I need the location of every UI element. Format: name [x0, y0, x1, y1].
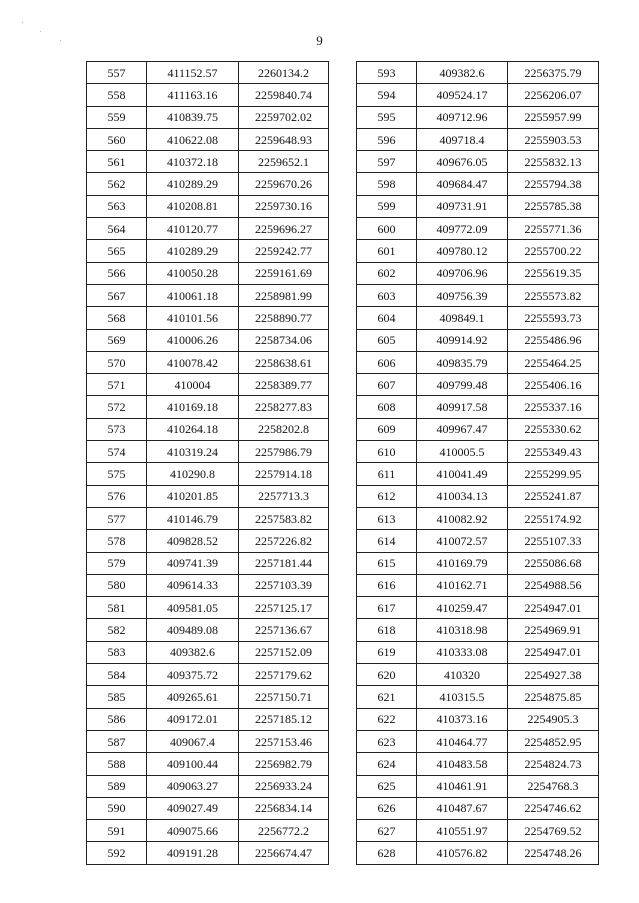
table-row: [357, 195, 599, 217]
y-coordinate-cell: 2254748.26: [508, 842, 599, 864]
y-coordinate-cell: 2255337.16: [508, 396, 599, 418]
y-coordinate-cell: 2258734.06: [239, 329, 329, 351]
scan-speck: [22, 22, 23, 23]
table-row: [87, 307, 329, 329]
y-coordinate-cell: 2257986.79: [239, 441, 329, 463]
point-number-cell: 610: [357, 441, 417, 463]
table-row: [87, 507, 329, 529]
x-coordinate-cell: 409799.48: [417, 374, 508, 396]
table-row: [87, 463, 329, 485]
y-coordinate-cell: 2258202.8: [239, 418, 329, 440]
point-number-cell: 606: [357, 351, 417, 373]
y-coordinate-cell: 2257713.3: [239, 485, 329, 507]
y-coordinate-cell: 2257185.12: [239, 708, 329, 730]
table-row: [87, 842, 329, 864]
point-number-cell: 559: [87, 106, 147, 128]
table-row: [87, 351, 329, 373]
table-row: [357, 820, 599, 842]
table-row: [87, 753, 329, 775]
x-coordinate-cell: 409828.52: [147, 530, 239, 552]
point-number-cell: 620: [357, 664, 417, 686]
table-row: [87, 284, 329, 306]
table-row: [357, 106, 599, 128]
y-coordinate-cell: 2259696.27: [239, 218, 329, 240]
point-number-cell: 598: [357, 173, 417, 195]
x-coordinate-cell: 409489.08: [147, 619, 239, 641]
x-coordinate-cell: 409382.6: [147, 641, 239, 663]
table-row: [87, 84, 329, 106]
x-coordinate-cell: 410005.5: [417, 441, 508, 463]
point-number-cell: 590: [87, 797, 147, 819]
table-row: [357, 418, 599, 440]
point-number-cell: 618: [357, 619, 417, 641]
point-number-cell: 577: [87, 507, 147, 529]
table-row: [357, 530, 599, 552]
x-coordinate-cell: 409676.05: [417, 151, 508, 173]
x-coordinate-cell: 410319.24: [147, 441, 239, 463]
point-number-cell: 592: [87, 842, 147, 864]
point-number-cell: 578: [87, 530, 147, 552]
table-row: [357, 128, 599, 150]
coordinates-table-left: [86, 61, 329, 865]
x-coordinate-cell: 409967.47: [417, 418, 508, 440]
x-coordinate-cell: 409756.39: [417, 284, 508, 306]
table-row: [357, 173, 599, 195]
x-coordinate-cell: 410290.8: [147, 463, 239, 485]
y-coordinate-cell: 2254769.52: [508, 820, 599, 842]
x-coordinate-cell: 411163.16: [147, 84, 239, 106]
table-row: [357, 574, 599, 596]
point-number-cell: 557: [87, 62, 147, 84]
x-coordinate-cell: 410576.82: [417, 842, 508, 864]
y-coordinate-cell: 2259702.02: [239, 106, 329, 128]
y-coordinate-cell: 2256834.14: [239, 797, 329, 819]
point-number-cell: 558: [87, 84, 147, 106]
point-number-cell: 587: [87, 730, 147, 752]
y-coordinate-cell: 2254988.56: [508, 574, 599, 596]
table-row: [357, 374, 599, 396]
table-row: [357, 485, 599, 507]
scan-speck: [60, 40, 61, 41]
x-coordinate-cell: 410264.18: [147, 418, 239, 440]
point-number-cell: 616: [357, 574, 417, 596]
point-number-cell: 573: [87, 418, 147, 440]
x-coordinate-cell: 410372.18: [147, 151, 239, 173]
table-row: [357, 307, 599, 329]
point-number-cell: 582: [87, 619, 147, 641]
point-number-cell: 579: [87, 552, 147, 574]
y-coordinate-cell: 2255086.68: [508, 552, 599, 574]
x-coordinate-cell: 410004: [147, 374, 239, 396]
x-coordinate-cell: 410006.26: [147, 329, 239, 351]
point-number-cell: 628: [357, 842, 417, 864]
table-row: [357, 262, 599, 284]
point-number-cell: 614: [357, 530, 417, 552]
point-number-cell: 585: [87, 686, 147, 708]
y-coordinate-cell: 2255299.95: [508, 463, 599, 485]
point-number-cell: 584: [87, 664, 147, 686]
y-coordinate-cell: 2257914.18: [239, 463, 329, 485]
y-coordinate-cell: 2256206.07: [508, 84, 599, 106]
x-coordinate-cell: 410169.18: [147, 396, 239, 418]
x-coordinate-cell: 410315.5: [417, 686, 508, 708]
y-coordinate-cell: 2254969.91: [508, 619, 599, 641]
y-coordinate-cell: 2254824.73: [508, 753, 599, 775]
x-coordinate-cell: 410464.77: [417, 730, 508, 752]
x-coordinate-cell: 409917.58: [417, 396, 508, 418]
table-row: [87, 530, 329, 552]
y-coordinate-cell: 2254905.3: [508, 708, 599, 730]
point-number-cell: 562: [87, 173, 147, 195]
x-coordinate-cell: 410318.98: [417, 619, 508, 641]
y-coordinate-cell: 2257181.44: [239, 552, 329, 574]
y-coordinate-cell: 2255832.13: [508, 151, 599, 173]
x-coordinate-cell: 410487.67: [417, 797, 508, 819]
y-coordinate-cell: 2257226.82: [239, 530, 329, 552]
x-coordinate-cell: 409741.39: [147, 552, 239, 574]
point-number-cell: 570: [87, 351, 147, 373]
x-coordinate-cell: 410289.29: [147, 173, 239, 195]
scan-speck: [40, 31, 41, 32]
point-number-cell: 572: [87, 396, 147, 418]
point-number-cell: 564: [87, 218, 147, 240]
table-row: [87, 195, 329, 217]
point-number-cell: 613: [357, 507, 417, 529]
table-row: [357, 619, 599, 641]
point-number-cell: 567: [87, 284, 147, 306]
x-coordinate-cell: 410622.08: [147, 128, 239, 150]
table-row: [87, 218, 329, 240]
y-coordinate-cell: 2259652.1: [239, 151, 329, 173]
y-coordinate-cell: 2254947.01: [508, 597, 599, 619]
x-coordinate-cell: 410201.85: [147, 485, 239, 507]
point-number-cell: 588: [87, 753, 147, 775]
y-coordinate-cell: 2255957.99: [508, 106, 599, 128]
y-coordinate-cell: 2255174.92: [508, 507, 599, 529]
x-coordinate-cell: 409849.1: [417, 307, 508, 329]
y-coordinate-cell: 2257150.71: [239, 686, 329, 708]
x-coordinate-cell: 409265.61: [147, 686, 239, 708]
y-coordinate-cell: 2254947.01: [508, 641, 599, 663]
table-row: [87, 396, 329, 418]
point-number-cell: 609: [357, 418, 417, 440]
table-row: [357, 284, 599, 306]
x-coordinate-cell: 409100.44: [147, 753, 239, 775]
table-row: [87, 441, 329, 463]
y-coordinate-cell: 2255785.38: [508, 195, 599, 217]
x-coordinate-cell: 409684.47: [417, 173, 508, 195]
x-coordinate-cell: 409718.4: [417, 128, 508, 150]
table-row: [87, 418, 329, 440]
y-coordinate-cell: 2255573.82: [508, 284, 599, 306]
table-row: [87, 262, 329, 284]
point-number-cell: 621: [357, 686, 417, 708]
y-coordinate-cell: 2255241.87: [508, 485, 599, 507]
point-number-cell: 595: [357, 106, 417, 128]
x-coordinate-cell: 410101.56: [147, 307, 239, 329]
table-row: [87, 574, 329, 596]
point-number-cell: 565: [87, 240, 147, 262]
x-coordinate-cell: 409614.33: [147, 574, 239, 596]
x-coordinate-cell: 410034.13: [417, 485, 508, 507]
x-coordinate-cell: 409772.09: [417, 218, 508, 240]
table-row: [357, 351, 599, 373]
table-row: [357, 842, 599, 864]
point-number-cell: 601: [357, 240, 417, 262]
table-row: [357, 396, 599, 418]
point-number-cell: 593: [357, 62, 417, 84]
y-coordinate-cell: 2259670.26: [239, 173, 329, 195]
x-coordinate-cell: 411152.57: [147, 62, 239, 84]
table-row: [357, 552, 599, 574]
table-row: [87, 619, 329, 641]
point-number-cell: 624: [357, 753, 417, 775]
point-number-cell: 626: [357, 797, 417, 819]
y-coordinate-cell: 2254768.3: [508, 775, 599, 797]
x-coordinate-cell: 410461.91: [417, 775, 508, 797]
point-number-cell: 617: [357, 597, 417, 619]
y-coordinate-cell: 2255406.16: [508, 374, 599, 396]
point-number-cell: 619: [357, 641, 417, 663]
point-number-cell: 602: [357, 262, 417, 284]
y-coordinate-cell: 2256933.24: [239, 775, 329, 797]
point-number-cell: 581: [87, 597, 147, 619]
x-coordinate-cell: 409581.05: [147, 597, 239, 619]
x-coordinate-cell: 410169.79: [417, 552, 508, 574]
y-coordinate-cell: 2257103.39: [239, 574, 329, 596]
y-coordinate-cell: 2256772.2: [239, 820, 329, 842]
y-coordinate-cell: 2254927.38: [508, 664, 599, 686]
point-number-cell: 583: [87, 641, 147, 663]
x-coordinate-cell: 410373.16: [417, 708, 508, 730]
y-coordinate-cell: 2254875.85: [508, 686, 599, 708]
table-row: [87, 820, 329, 842]
y-coordinate-cell: 2258389.77: [239, 374, 329, 396]
table-row: [87, 128, 329, 150]
x-coordinate-cell: 410289.29: [147, 240, 239, 262]
table-row: [87, 329, 329, 351]
y-coordinate-cell: 2255330.62: [508, 418, 599, 440]
y-coordinate-cell: 2259242.77: [239, 240, 329, 262]
table-row: [357, 151, 599, 173]
x-coordinate-cell: 410162.71: [417, 574, 508, 596]
table-row: [87, 552, 329, 574]
coordinates-table-right: [356, 61, 599, 865]
table-row: [87, 151, 329, 173]
point-number-cell: 568: [87, 307, 147, 329]
table-row: [87, 664, 329, 686]
point-number-cell: 576: [87, 485, 147, 507]
point-number-cell: 563: [87, 195, 147, 217]
point-number-cell: 627: [357, 820, 417, 842]
y-coordinate-cell: 2258890.77: [239, 307, 329, 329]
table-row: [87, 641, 329, 663]
y-coordinate-cell: 2255349.43: [508, 441, 599, 463]
table-row: [87, 374, 329, 396]
x-coordinate-cell: 410120.77: [147, 218, 239, 240]
table-row: [87, 775, 329, 797]
point-number-cell: 604: [357, 307, 417, 329]
point-number-cell: 575: [87, 463, 147, 485]
x-coordinate-cell: 410072.57: [417, 530, 508, 552]
x-coordinate-cell: 409780.12: [417, 240, 508, 262]
point-number-cell: 608: [357, 396, 417, 418]
point-number-cell: 566: [87, 262, 147, 284]
point-number-cell: 612: [357, 485, 417, 507]
x-coordinate-cell: 410839.75: [147, 106, 239, 128]
point-number-cell: 574: [87, 441, 147, 463]
y-coordinate-cell: 2255593.73: [508, 307, 599, 329]
x-coordinate-cell: 410259.47: [417, 597, 508, 619]
table-row: [357, 84, 599, 106]
y-coordinate-cell: 2258277.83: [239, 396, 329, 418]
table-row: [357, 507, 599, 529]
x-coordinate-cell: 410061.18: [147, 284, 239, 306]
x-coordinate-cell: 409191.28: [147, 842, 239, 864]
x-coordinate-cell: 410041.49: [417, 463, 508, 485]
table-row: [87, 708, 329, 730]
y-coordinate-cell: 2256674.47: [239, 842, 329, 864]
y-coordinate-cell: 2259840.74: [239, 84, 329, 106]
point-number-cell: 589: [87, 775, 147, 797]
x-coordinate-cell: 409712.96: [417, 106, 508, 128]
y-coordinate-cell: 2255771.36: [508, 218, 599, 240]
x-coordinate-cell: 409075.66: [147, 820, 239, 842]
point-number-cell: 586: [87, 708, 147, 730]
table-row: [87, 173, 329, 195]
x-coordinate-cell: 409172.01: [147, 708, 239, 730]
point-number-cell: 591: [87, 820, 147, 842]
point-number-cell: 561: [87, 151, 147, 173]
point-number-cell: 625: [357, 775, 417, 797]
x-coordinate-cell: 410483.58: [417, 753, 508, 775]
table-row: [357, 240, 599, 262]
y-coordinate-cell: 2257583.82: [239, 507, 329, 529]
table-row: [357, 797, 599, 819]
table-row: [87, 597, 329, 619]
table-row: [357, 708, 599, 730]
x-coordinate-cell: 409524.17: [417, 84, 508, 106]
table-row: [87, 797, 329, 819]
point-number-cell: 600: [357, 218, 417, 240]
x-coordinate-cell: 410050.28: [147, 262, 239, 284]
x-coordinate-cell: 410146.79: [147, 507, 239, 529]
table-row: [357, 597, 599, 619]
table-row: [87, 62, 329, 84]
x-coordinate-cell: 409382.6: [417, 62, 508, 84]
y-coordinate-cell: 2258638.61: [239, 351, 329, 373]
x-coordinate-cell: 410551.97: [417, 820, 508, 842]
point-number-cell: 569: [87, 329, 147, 351]
point-number-cell: 596: [357, 128, 417, 150]
y-coordinate-cell: 2260134.2: [239, 62, 329, 84]
point-number-cell: 560: [87, 128, 147, 150]
point-number-cell: 605: [357, 329, 417, 351]
y-coordinate-cell: 2256982.79: [239, 753, 329, 775]
x-coordinate-cell: 410078.42: [147, 351, 239, 373]
x-coordinate-cell: 410082.92: [417, 507, 508, 529]
table-row: [357, 641, 599, 663]
y-coordinate-cell: 2257125.17: [239, 597, 329, 619]
x-coordinate-cell: 409375.72: [147, 664, 239, 686]
x-coordinate-cell: 409731.91: [417, 195, 508, 217]
y-coordinate-cell: 2259648.93: [239, 128, 329, 150]
y-coordinate-cell: 2257179.62: [239, 664, 329, 686]
x-coordinate-cell: 409914.92: [417, 329, 508, 351]
point-number-cell: 611: [357, 463, 417, 485]
x-coordinate-cell: 410333.08: [417, 641, 508, 663]
point-number-cell: 599: [357, 195, 417, 217]
y-coordinate-cell: 2259161.69: [239, 262, 329, 284]
table-row: [87, 485, 329, 507]
table-row: [87, 106, 329, 128]
x-coordinate-cell: 410208.81: [147, 195, 239, 217]
y-coordinate-cell: 2255486.96: [508, 329, 599, 351]
table-row: [357, 329, 599, 351]
x-coordinate-cell: 410320: [417, 664, 508, 686]
x-coordinate-cell: 409063.27: [147, 775, 239, 797]
point-number-cell: 615: [357, 552, 417, 574]
table-row: [357, 730, 599, 752]
table-row: [357, 62, 599, 84]
y-coordinate-cell: 2255794.38: [508, 173, 599, 195]
y-coordinate-cell: 2254852.95: [508, 730, 599, 752]
y-coordinate-cell: 2257136.67: [239, 619, 329, 641]
table-row: [357, 441, 599, 463]
table-row: [357, 775, 599, 797]
y-coordinate-cell: 2254746.62: [508, 797, 599, 819]
y-coordinate-cell: 2255464.25: [508, 351, 599, 373]
table-row: [357, 218, 599, 240]
y-coordinate-cell: 2256375.79: [508, 62, 599, 84]
x-coordinate-cell: 409027.49: [147, 797, 239, 819]
x-coordinate-cell: 409067.4: [147, 730, 239, 752]
table-row: [357, 686, 599, 708]
table-row: [357, 463, 599, 485]
point-number-cell: 597: [357, 151, 417, 173]
x-coordinate-cell: 409835.79: [417, 351, 508, 373]
y-coordinate-cell: 2257153.46: [239, 730, 329, 752]
point-number-cell: 623: [357, 730, 417, 752]
point-number-cell: 622: [357, 708, 417, 730]
point-number-cell: 580: [87, 574, 147, 596]
y-coordinate-cell: 2259730.16: [239, 195, 329, 217]
y-coordinate-cell: 2255700.22: [508, 240, 599, 262]
table-row: [87, 240, 329, 262]
point-number-cell: 607: [357, 374, 417, 396]
y-coordinate-cell: 2257152.09: [239, 641, 329, 663]
page-number: 9: [316, 33, 323, 48]
table-row: [357, 753, 599, 775]
point-number-cell: 594: [357, 84, 417, 106]
y-coordinate-cell: 2258981.99: [239, 284, 329, 306]
table-row: [87, 730, 329, 752]
table-row: [87, 686, 329, 708]
x-coordinate-cell: 409706.96: [417, 262, 508, 284]
point-number-cell: 603: [357, 284, 417, 306]
y-coordinate-cell: 2255107.33: [508, 530, 599, 552]
y-coordinate-cell: 2255903.53: [508, 128, 599, 150]
table-row: [357, 664, 599, 686]
y-coordinate-cell: 2255619.35: [508, 262, 599, 284]
point-number-cell: 571: [87, 374, 147, 396]
